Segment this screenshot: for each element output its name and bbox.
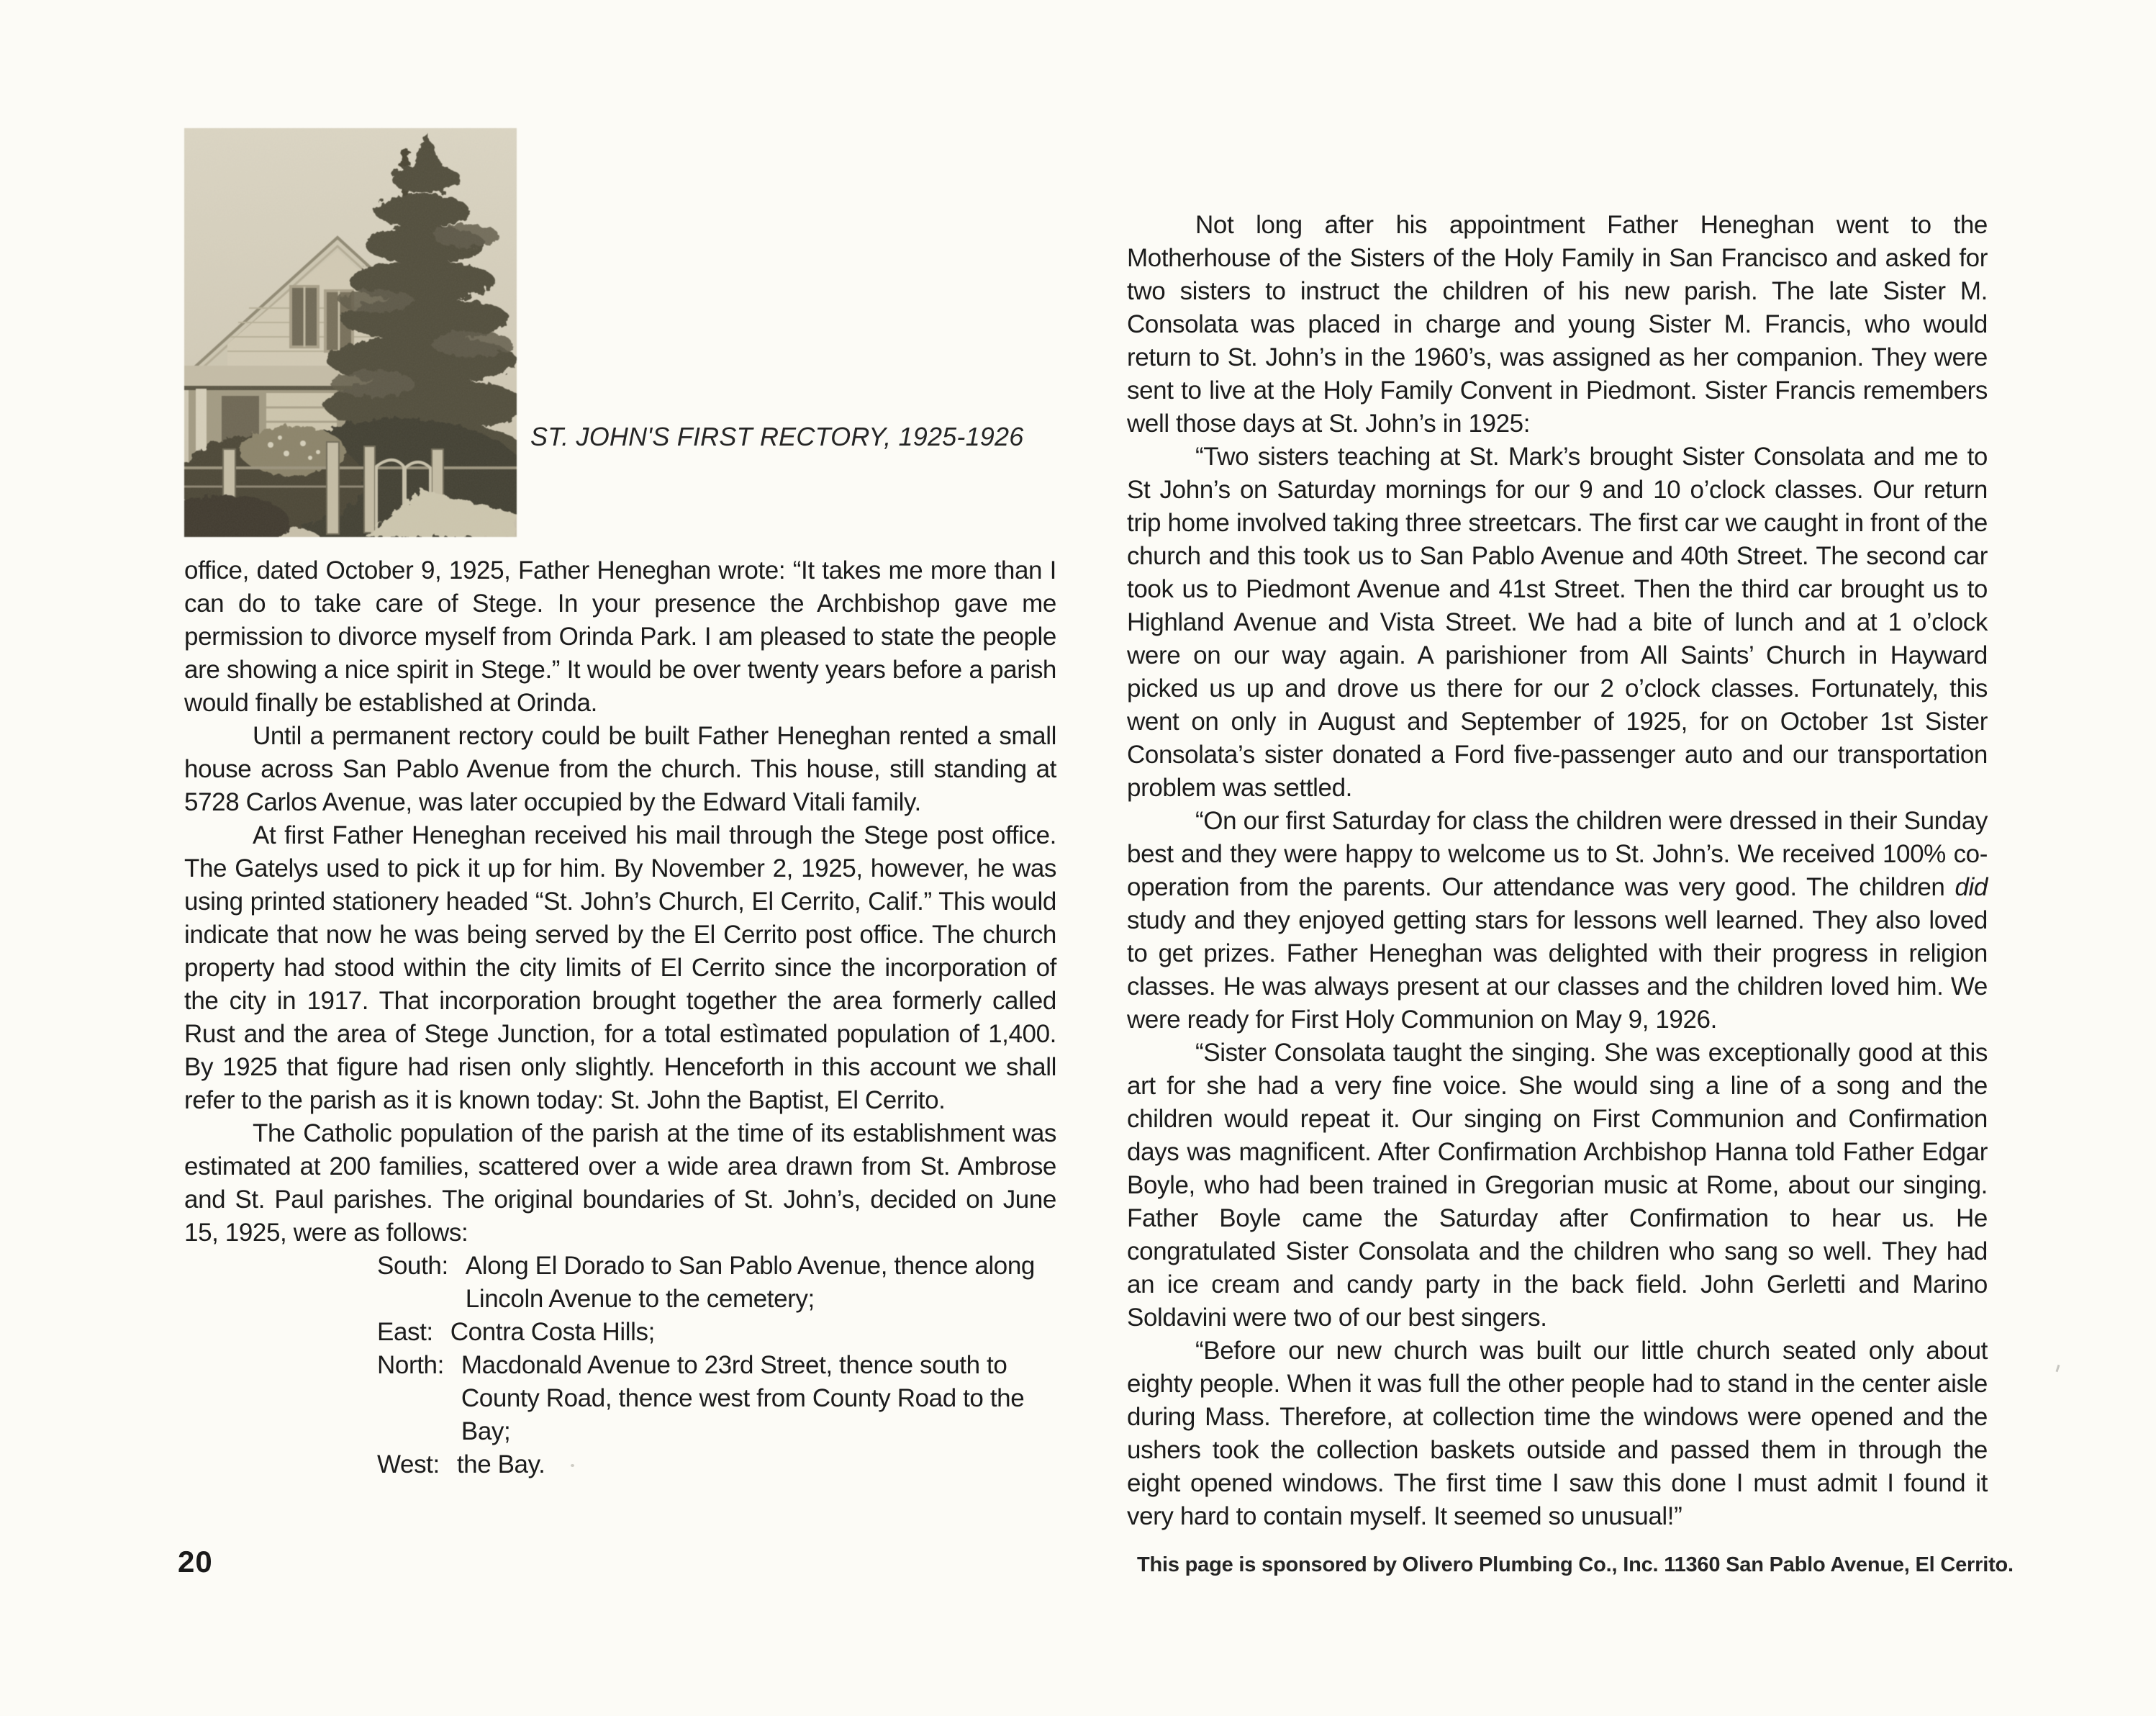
rectory-photo xyxy=(184,128,517,537)
left-body-text xyxy=(184,554,1056,1481)
sponsor-line: This page is sponsored by Olivero Plumbing Co., Inc. 11360 San Pablo Avenue, El Cerrito. xyxy=(1137,1553,2014,1576)
right-body-text xyxy=(1127,209,1988,1533)
boundary-text: Macdonald Avenue to 23rd Street, thence south to County Road, thence west from County Road to the Bay; xyxy=(461,1351,1025,1445)
paragraph: “Sister Consolata taught the singing. She was exceptionally good at this art for she had a very fine voice. She would sing a line of a song and the children would repeat it. Our singing on First Communion and Confirmation days was magnificent. After Confirmation Archbishop Hanna told Father Edgar Boyle, who had been trained in Gregorian music at Rome, about our singing. Father Boyle came the Saturday after Confirmation to hear us. He congratulated Sister Consolata and the children who sang so well. They had an ice cream and candy party in the back field. John Gerletti and Marino Soldavini were two of our best singers. xyxy=(1127,1039,1988,1332)
paragraph: At first Father Heneghan received his mail through the Stege post office. The Gatelys used to pick it up for him. By November 2, 1925, however, he was using printed stationery headed “St. John’s Church, El Cerrito, Calif.” This would indicate that now he was being served by the El Cerrito post office. The church property had stood within the city limits of El Cerrito since the incorporation of the city in 1917. That incorporation brought together the area formerly called Rust and the area of Stege Junction, for a total estìmated population of 1,400. By 1925 that figure had risen only slightly. Henceforth in this account we shall refer to the parish as it is known today: St. John the Baptist, El Cerrito. xyxy=(184,821,1056,1114)
boundary-text: Contra Costa Hills; xyxy=(450,1318,655,1346)
paragraph: office, dated October 9, 1925, Father Heneghan wrote: “It takes me more than I can do to take care of Stege. In your presence the Archbishop gave me permission to divorce myself from Orinda Park. I am pleased to state the people are showing a nice spirit in Stege.” It would be over twenty years before a parish would finally be established at Orinda. xyxy=(184,556,1056,717)
page-number: 20 xyxy=(178,1545,213,1579)
paragraph: Not long after his appointment Father Heneghan went to the Motherhouse of the Sisters of the Holy Family in San Francisco and asked for two sisters to instruct the children of his new parish. The late Sister M. Consolata was placed in charge and young Sister M. Francis, who would return to St. John’s in the 1960’s, was assigned as her companion. They were sent to live at the Holy Family Convent in Piedmont. Sister Francis remembers well those days at St. John’s in 1925: xyxy=(1127,211,1988,438)
paragraph: Until a permanent rectory could be built Father Heneghan rented a small house across San Pablo Avenue from the church. This house, still standing at 5728 Carlos Avenue, was later occupied by the Edward Vitali family. xyxy=(184,722,1056,816)
boundary-text: the Bay. xyxy=(456,1450,545,1478)
paragraph: “Two sisters teaching at St. Mark’s brought Sister Consolata and me to St John’s on Saturday mornings for our 9 and 10 o’clock classes. Our return trip home involved taking three streetcars. The first car we caught in front of the church and this took us to San Pablo Avenue and 40th Street. The second car took us to Piedmont Avenue and 41st Street. Then the third car brought us to Highland Avenue and Vista Street. We had a bite of lunch and at 1 o’clock were on our way again. A parishioner from All Saints’ Church in Hayward picked us up and drove us there for our 2 o’clock classes. Fortunately, this went on only in August and September of 1925, for on October 1st Sister Consolata’s sister donated a Ford five-passenger auto and our transportation problem was settled. xyxy=(1127,443,1988,802)
paragraph: The Catholic population of the parish at the time of its establishment was estimated at 200 families, scattered over a wide area drawn from St. Ambrose and St. Paul parishes. The original boundaries of St. John’s, decided on June 15, 1925, were as follows: xyxy=(184,1119,1056,1247)
boundary-row xyxy=(377,1349,1056,1448)
paragraph: “On our first Saturday for class the children were dressed in their Sunday best and they were happy to welcome us to St. John’s. We received 100% co-operation from the parents. Our attendance was very good. The children did study and they enjoyed getting stars for lessons well learned. They also loved to get prizes. Father Heneghan was delighted with their progress in religion classes. He was always present at our classes and the children loved him. We were ready for First Holy Communion on May 9, 1926. xyxy=(1127,807,1988,1034)
rectory-photo-art xyxy=(184,128,517,537)
boundary-label: East: xyxy=(377,1318,433,1346)
photo-caption: ST. JOHN'S FIRST RECTORY, 1925-1926 xyxy=(530,422,1024,451)
paragraph: “Before our new church was built our little church seated only about eighty people. When it was full the other people had to stand in the center aisle during Mass. Therefore, at collection time the windows were opened and the ushers took the collection baskets outside and passed them in through the eight opened windows. The first time I saw this done I must admit I found it very hard to contain myself. It seemed so unusual!” xyxy=(1127,1337,1988,1530)
italic-word: did xyxy=(1955,873,1988,901)
scan-speck xyxy=(2056,1365,2060,1372)
scan-speck xyxy=(571,1464,574,1467)
boundary-row xyxy=(377,1250,1056,1316)
boundary-row xyxy=(377,1316,1056,1349)
boundaries-list xyxy=(184,1250,1056,1481)
boundary-text: Along El Dorado to San Pablo Avenue, thence along Lincoln Avenue to the cemetery; xyxy=(465,1252,1035,1313)
boundary-label: West: xyxy=(377,1450,440,1478)
boundary-label: North: xyxy=(377,1351,444,1379)
boundary-row xyxy=(377,1448,1056,1481)
boundary-label: South: xyxy=(377,1252,448,1280)
